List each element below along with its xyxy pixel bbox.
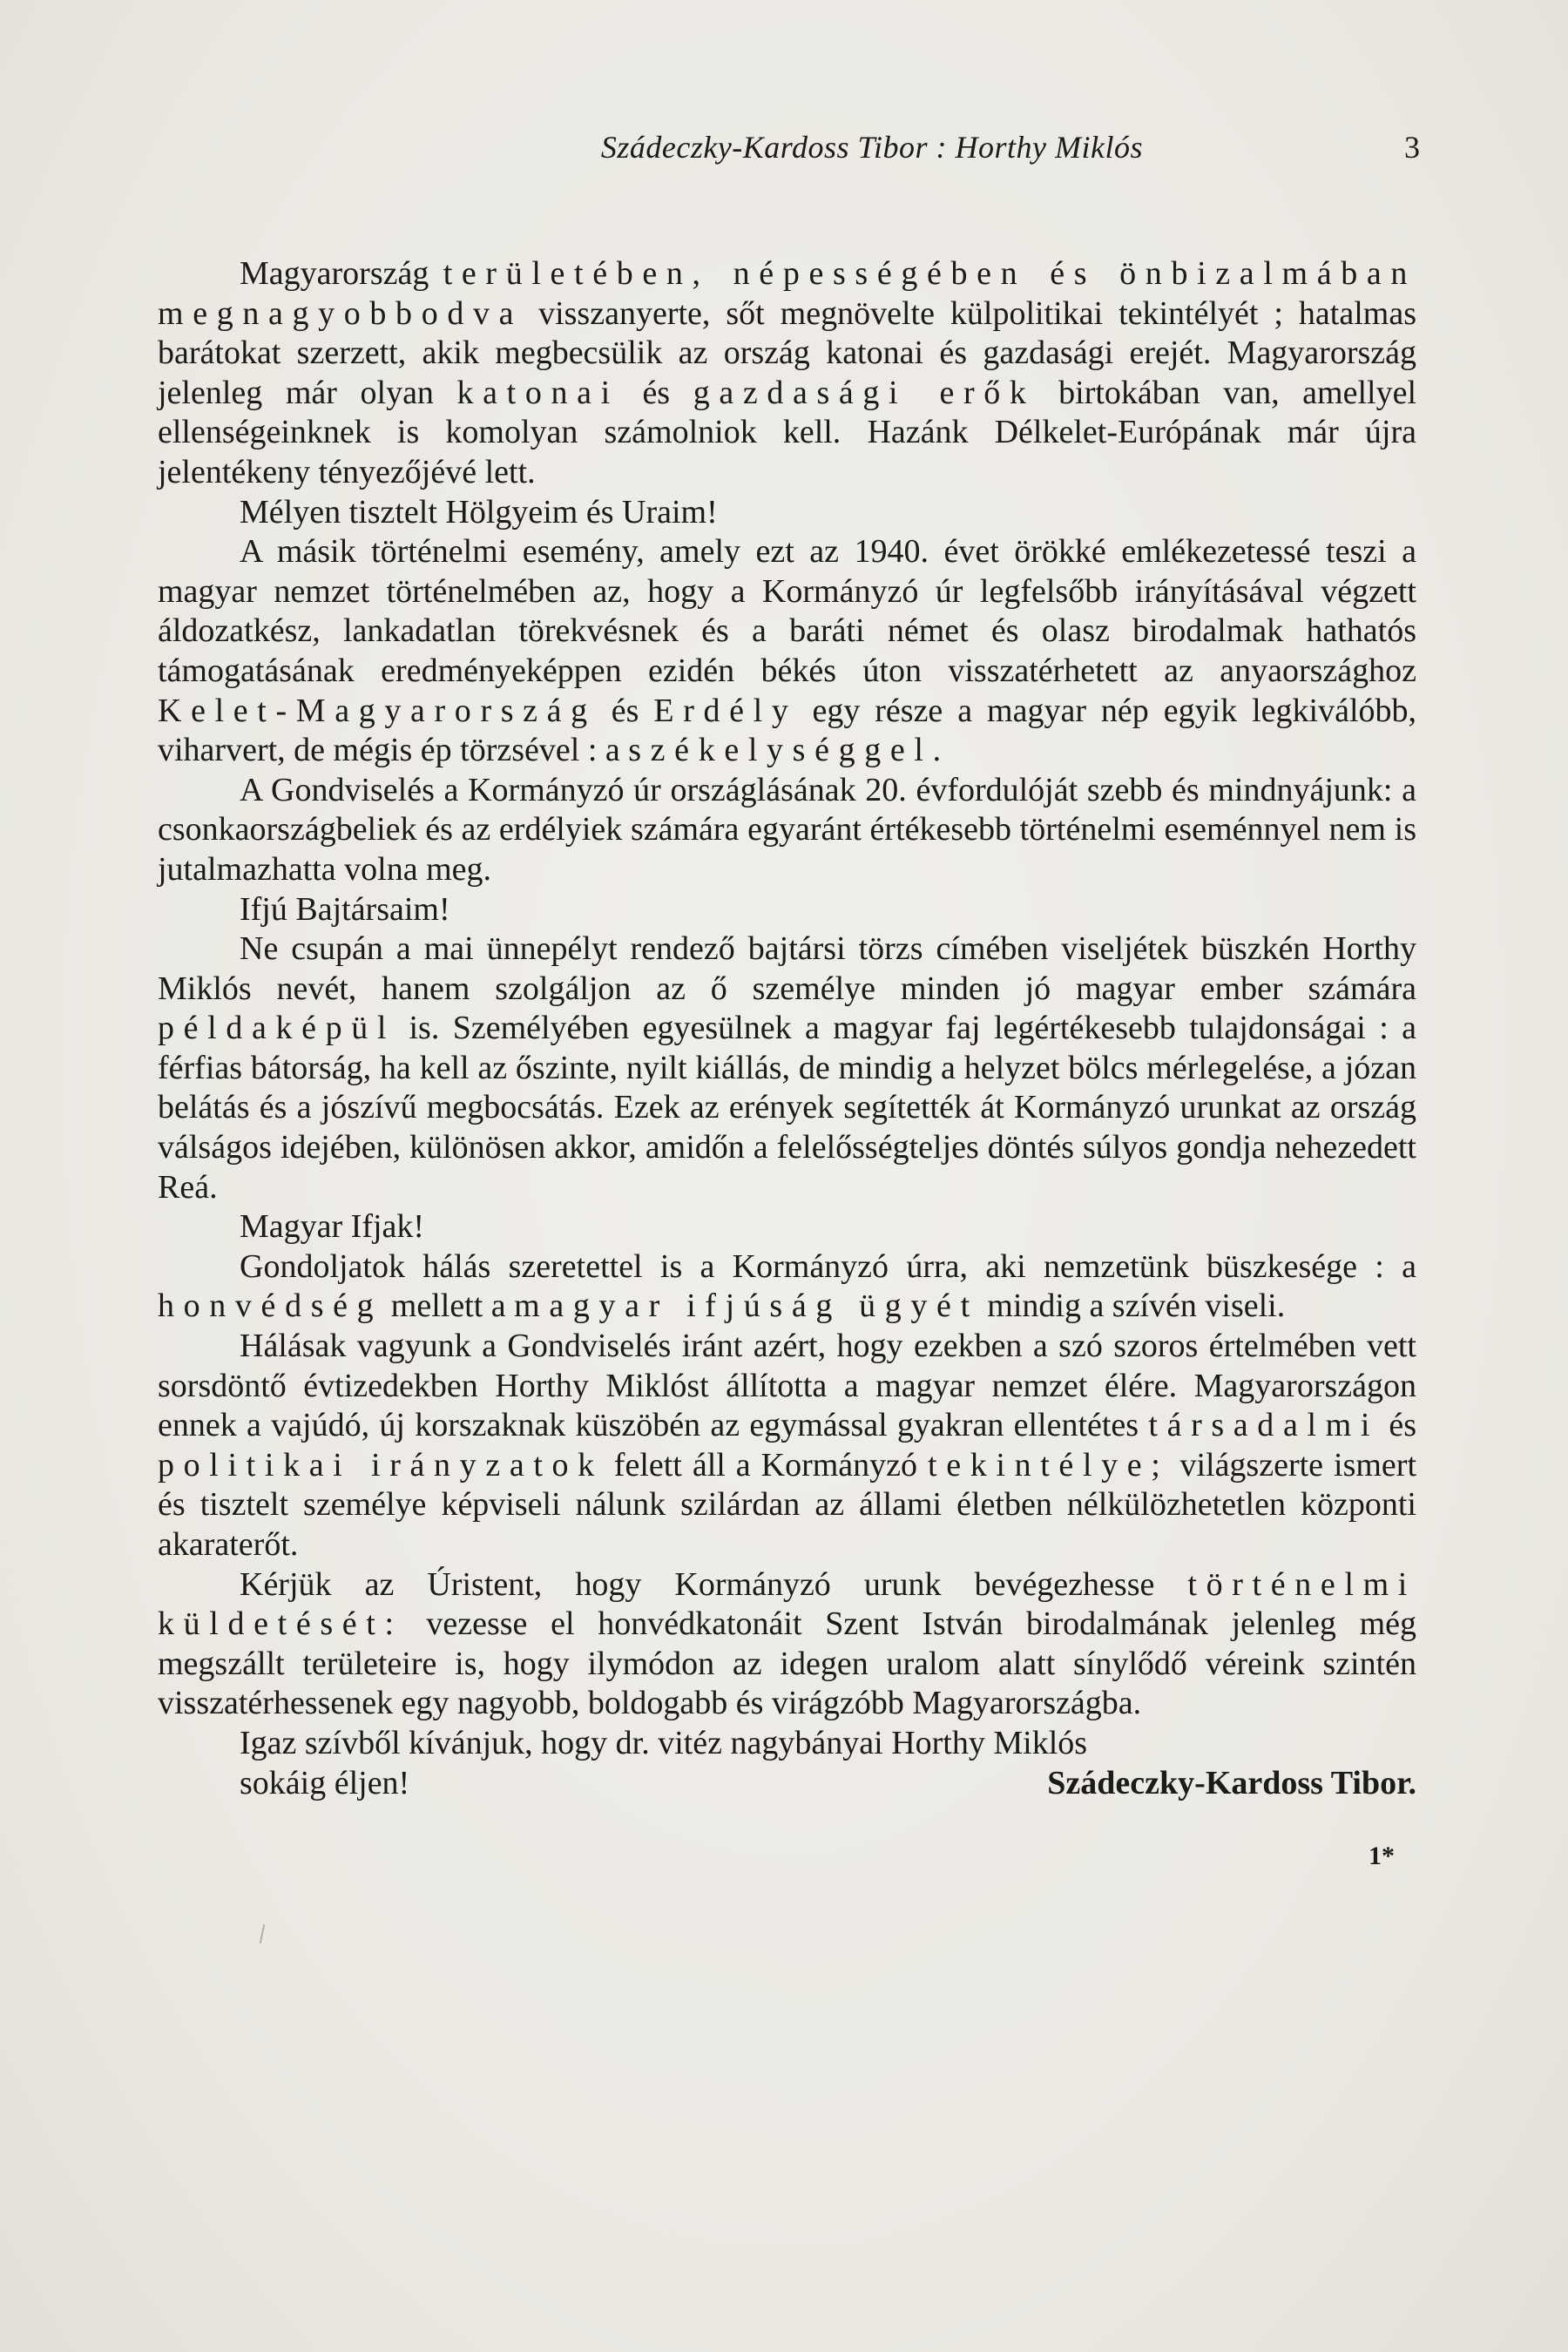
text-run: és: [618, 374, 693, 411]
closing-line: [158, 1764, 1416, 1804]
paragraph: [158, 890, 1416, 930]
text-run: birtokában van, amellyel ellenségeinknek is komolyan számolniok kell. Hazánk Délkelet-Európának már újra jelentékeny tényezőjévé lett.: [158, 374, 1417, 490]
paragraph: [158, 1565, 1416, 1724]
paragraph: [158, 929, 1416, 1207]
text-run: A Gondviselés a Kormányzó úr országlásának 20. évfordulóját szebb és mindnyájunk: a csonkaországbeliek és az erdélyiek számára egyaránt értékesebb történelmi eseménnyel nem is jutalmazhatta volna meg.: [158, 771, 1416, 888]
paragraph: [158, 1724, 1416, 1764]
emphasis-spaced-text: Erdély: [653, 692, 798, 729]
text-run: Magyar Ifjak!: [240, 1208, 425, 1246]
text-run: mellett a: [382, 1288, 515, 1325]
text-run: Mélyen tisztelt Hölgyeim és Uraim!: [240, 493, 718, 531]
emphasis-spaced-text: területében, népességében és önbizalmában megnagyobbodva: [158, 255, 1416, 332]
text-run: Ne csupán a mai ünnepélyt rendező bajtársi törzs címében viseljétek büszkén Horthy Miklós nevét, hanem szolgáljon az ő személye minden jó magyar ember számára: [158, 930, 1416, 1007]
paragraph: [158, 532, 1416, 771]
emphasis-spaced-text: példaképül: [158, 1010, 396, 1047]
running-title: Szádeczky-Kardoss Tibor : Horthy Miklós: [600, 130, 1143, 165]
text-run: Gondoljatok hálás szeretettel is a Kormányzó úrra, aki nemzetünk büszkesége : a: [240, 1247, 1416, 1285]
emphasis-spaced-text: katonai: [456, 374, 619, 411]
running-header: [157, 129, 1420, 166]
text-run: Hálásak vagyunk a Gondviselés iránt azért, hogy ezekben a szó szoros értelmében vett sorsdöntő évtizedekben Horthy Miklóst állította a magyar nemzet élére. Magyarországon ennek a vajúdó, új korszaknak küszöbén az egymással gyakran ellentétes: [158, 1328, 1416, 1444]
text-run: világszerte ismert és tisztelt személye képviseli nálunk szilárdan az állami életben nélkülözhetetlen központi akaraterőt.: [158, 1446, 1416, 1563]
text-run: mindig a szívén viseli.: [978, 1288, 1286, 1325]
emphasis-spaced-text: Kelet-Magyarország: [158, 692, 597, 729]
text-run: felett áll a Kormányzó: [603, 1446, 929, 1484]
text-run: egy része a magyar nép egyik legkiválóbb, viharvert, de mégis ép törzsével : a: [158, 692, 1417, 769]
closing-text: sokáig éljen!: [240, 1764, 410, 1801]
emphasis-spaced-text: székelységgel: [628, 732, 933, 769]
emphasis-spaced-text: gazdasági erők: [693, 374, 1036, 411]
page-number: 3: [1404, 130, 1420, 165]
paragraph: [158, 771, 1416, 890]
text-run: és: [596, 692, 654, 729]
text-run: Igaz szívből kívánjuk, hogy dr. vitéz nagybányai Horthy Miklós: [240, 1724, 1088, 1761]
paragraph: [158, 1247, 1416, 1327]
text-run: Ifjú Bajtársaim!: [240, 890, 450, 928]
emphasis-spaced-text: tekintélye;: [928, 1446, 1170, 1484]
text-run: .: [932, 732, 942, 769]
body-text: [158, 254, 1416, 1803]
paragraph: [158, 1327, 1416, 1565]
text-run: vezesse el honvédkatonáit Szent István birodalmának jelenleg még megszállt területeire is, hogy ilymódon az idegen uralom alatt sínylődő véreink szintén visszatérhessenek egy nagyobb, boldogabb és virágzóbb Magyarországba.: [158, 1605, 1416, 1722]
text-run: Magyarország: [240, 255, 443, 292]
text-run: is. Személyében egyesülnek a magyar faj legértékesebb tulajdonságai : a férfias bátorság, ha kell az őszinte, nyilt kiállás, de mindig a helyzet bölcs mérlegelése, a józan belátás és a jószívű megbocsátás. Ezek az erények segítették át Kormányzó urunkat az ország válságos idejében, különösen akkor, amidőn a felelősségteljes döntés súlyos gondja nehezedett Reá.: [158, 1010, 1416, 1206]
author-signature: Szádeczky-Kardoss Tibor.: [1047, 1764, 1416, 1801]
emphasis-spaced-text: magyar ifjúság ügyét: [514, 1288, 979, 1325]
signature-mark: 1*: [1369, 1842, 1395, 1870]
emphasis-spaced-text: honvédség: [158, 1288, 383, 1325]
paragraph: [158, 1207, 1416, 1247]
emphasis-spaced-text: történelmi küldetését:: [158, 1565, 1416, 1643]
text-run: visszanyerte, sőt megnövelte külpolitikai tekintélyét ; hatalmas barátokat szerzett, akik megbecsülik az ország katonai és gazdasági erejét. Magyarország jelenleg már olyan: [158, 294, 1416, 411]
paragraph: [158, 493, 1416, 533]
emphasis-spaced-text: politikai irányzatok: [158, 1446, 604, 1484]
text-run: Kérjük az Úristent, hogy Kormányzó urunk bevégezhesse: [240, 1565, 1188, 1603]
paragraph: [158, 254, 1416, 493]
text-run: A másik történelmi esemény, amely ezt az 1940. évet örökké emlékezetessé teszi a magyar nemzet történelmében az, hogy a Kormányzó úr legfelsőbb irányításával végzett áldozatkész, lankadatlan törekvésnek és a baráti német és olasz birodalmak hathatós támogatásának eredményeképpen ezidén békés úton visszatérhetett az anyaországhoz: [158, 533, 1416, 689]
stray-ink-mark: [260, 1924, 266, 1943]
text-run: és: [1379, 1407, 1416, 1444]
emphasis-spaced-text: társadalmi: [1148, 1407, 1380, 1444]
